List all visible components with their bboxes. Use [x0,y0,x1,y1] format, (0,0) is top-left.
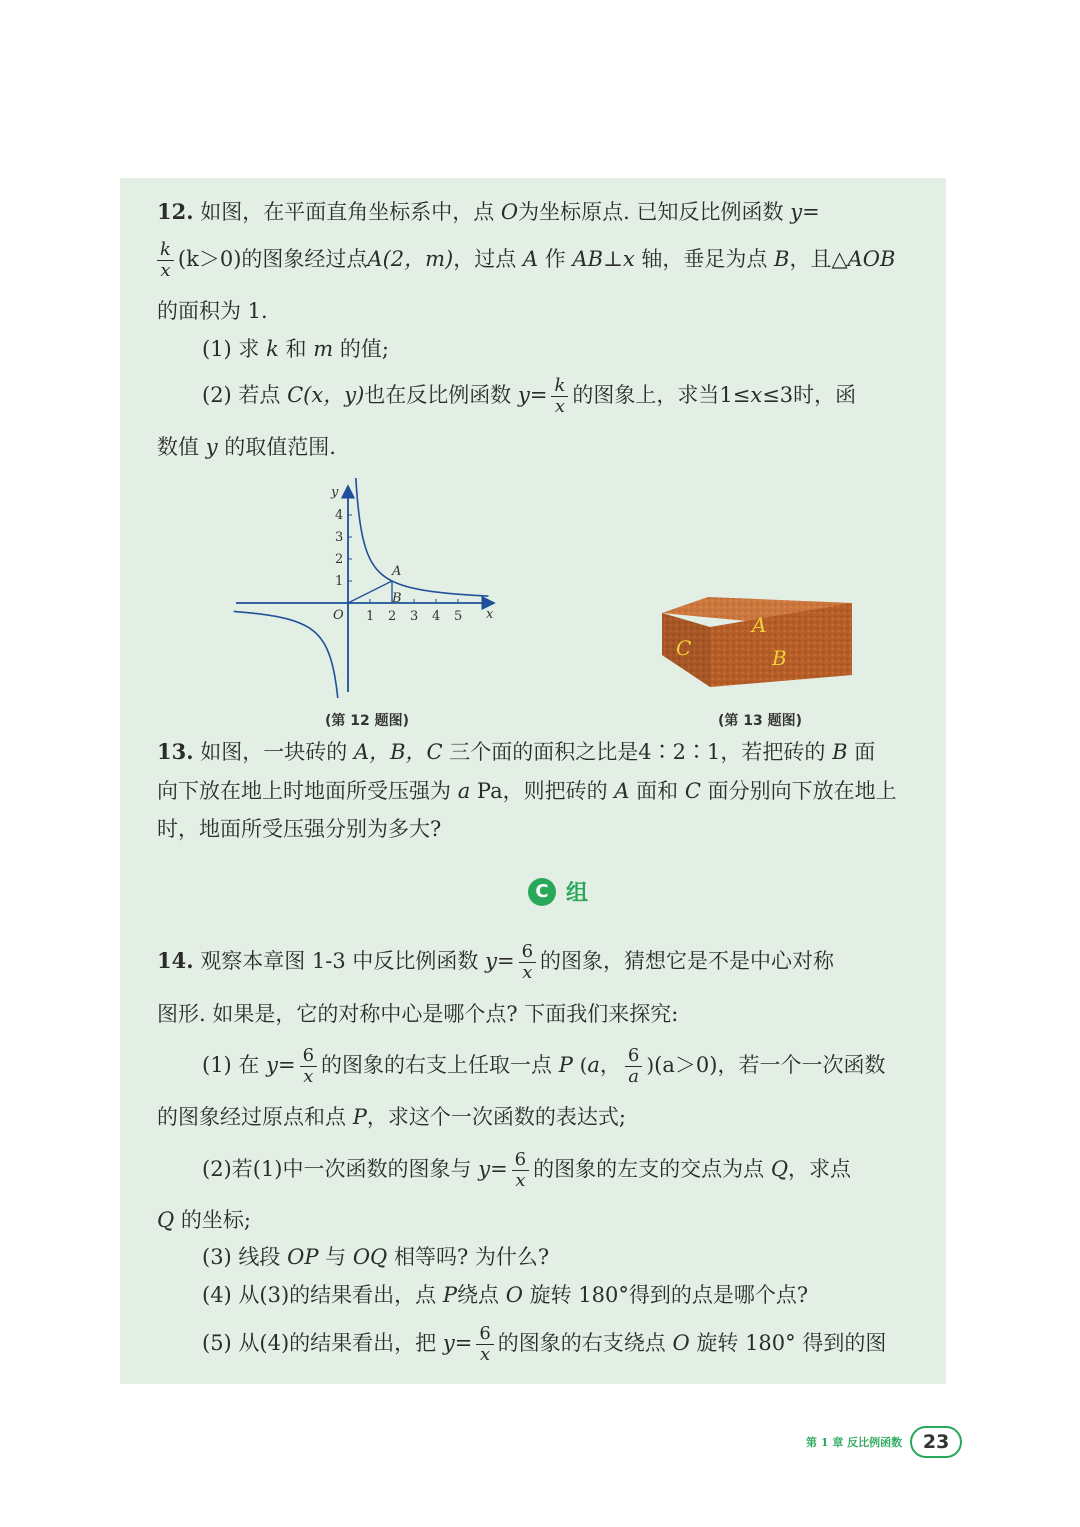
point-B-label: B [392,591,402,606]
x-tick-5: 5 [454,609,463,624]
hyperbola-right-branch [355,478,488,596]
group-c-badge: C [528,878,556,906]
figure-12-caption: (第 12 题图) [325,713,410,729]
face-C-label: C [676,636,692,660]
origin-label: O [333,608,344,623]
fraction-6-over-x: $\frac{6}{x}$ [519,942,536,983]
q13-line1: 13. 如图，一块砖的 A，B，C 三个面的面积之比是4∶2∶1，若把砖的 B 面 [157,739,876,764]
x-tick-4: 4 [432,609,441,624]
figure-13-caption: (第 13 题图) [718,713,803,729]
point-A-label: A [392,564,402,579]
q14-sub2-cont: Q 的坐标; [157,1208,251,1232]
fraction-k-over-x: $\frac{k}{x}$ [157,240,174,281]
fraction-6-over-x: $\frac{6}{x}$ [300,1046,317,1087]
face-A-label: A [752,613,767,637]
hyperbola-graph [228,478,508,698]
q14-sub4: (4) 从(3)的结果看出，点 P绕点 O 旋转 180°得到的点是哪个点? [202,1283,809,1307]
q14-line1: 14. 观察本章图 1-3 中反比例函数 y= $\frac{6}{x}$ 的图象，猜想它是不是中心对称 [157,941,835,983]
x-tick-1: 1 [366,609,375,624]
face-B-label: B [772,646,787,670]
group-c-label: 组 [566,881,589,906]
page-footer [806,1426,962,1458]
q14-sub3: (3) 线段 OP 与 OQ 相等吗? 为什么? [202,1245,550,1269]
fraction-6-over-x: $\frac{6}{x}$ [512,1150,529,1191]
y-tick-3: 3 [335,530,344,545]
y-tick-1: 1 [335,574,344,589]
q14-line2: 图形. 如果是，它的对称中心是哪个点? 下面我们来探究: [157,1002,679,1026]
q12-sub2: (2) 若点 C(x，y)也在反比例函数 y= $\frac{k}{x}$ 的图象上，求当1≤x≤3时，函 [202,375,857,417]
x-axis-label: x [486,607,494,622]
x-tick-3: 3 [410,609,419,624]
q12-sub1: (1) 求 k 和 m 的值; [202,337,389,361]
fraction-6-over-x: $\frac{6}{x}$ [476,1324,493,1365]
q13-line3: 时，地面所受压强分别为多大? [157,817,442,841]
q12-line-last: 数值 y 的取值范围. [157,435,336,459]
group-c-heading [528,876,588,907]
y-tick-4: 4 [335,508,344,523]
fraction-6-over-a: $\frac{6}{a}$ [625,1046,642,1087]
x-tick-2: 2 [388,609,397,624]
q12-line1: 12. 如图，在平面直角坐标系中，点 O为坐标原点. 已知反比例函数 y= [157,199,820,224]
q14-sub2: (2)若(1)中一次函数的图象与 y= $\frac{6}{x}$ 的图象的左支的交点为点 Q，求点 [202,1149,852,1191]
page-number: 23 [910,1426,962,1458]
y-tick-2: 2 [335,552,344,567]
brick-illustration [660,585,860,690]
q13-line2: 向下放在地上时地面所受压强为 a Pa，则把砖的 A 面和 C 面分别向下放在地上 [157,779,897,803]
q12-line3: 的面积为 1. [157,299,268,323]
q14-sub5: (5) 从(4)的结果看出，把 y= $\frac{6}{x}$ 的图象的右支绕点 O 旋转 180° 得到的图 [202,1323,887,1365]
chapter-label: 第 1 章 反比例函数 [806,1436,903,1449]
hyperbola-left-branch [234,612,343,699]
q14-sub1-cont: 的图象经过原点和点 P，求这个一次函数的表达式; [157,1105,626,1129]
q14-sub1: (1) 在 y= $\frac{6}{x}$ 的图象的右支上任取一点 P (a， $\frac{6}{a}$ )(a＞0)，若一个一次函数 [202,1045,886,1087]
fraction-k-over-x: $\frac{k}{x}$ [551,376,568,417]
q12-line2: $\frac{k}{x}$ (k＞0)的图象经过点A(2，m)，过点 A 作 AB⊥x 轴，垂足为点 B，且△AOB [157,240,919,281]
y-axis-label: y [331,485,339,500]
